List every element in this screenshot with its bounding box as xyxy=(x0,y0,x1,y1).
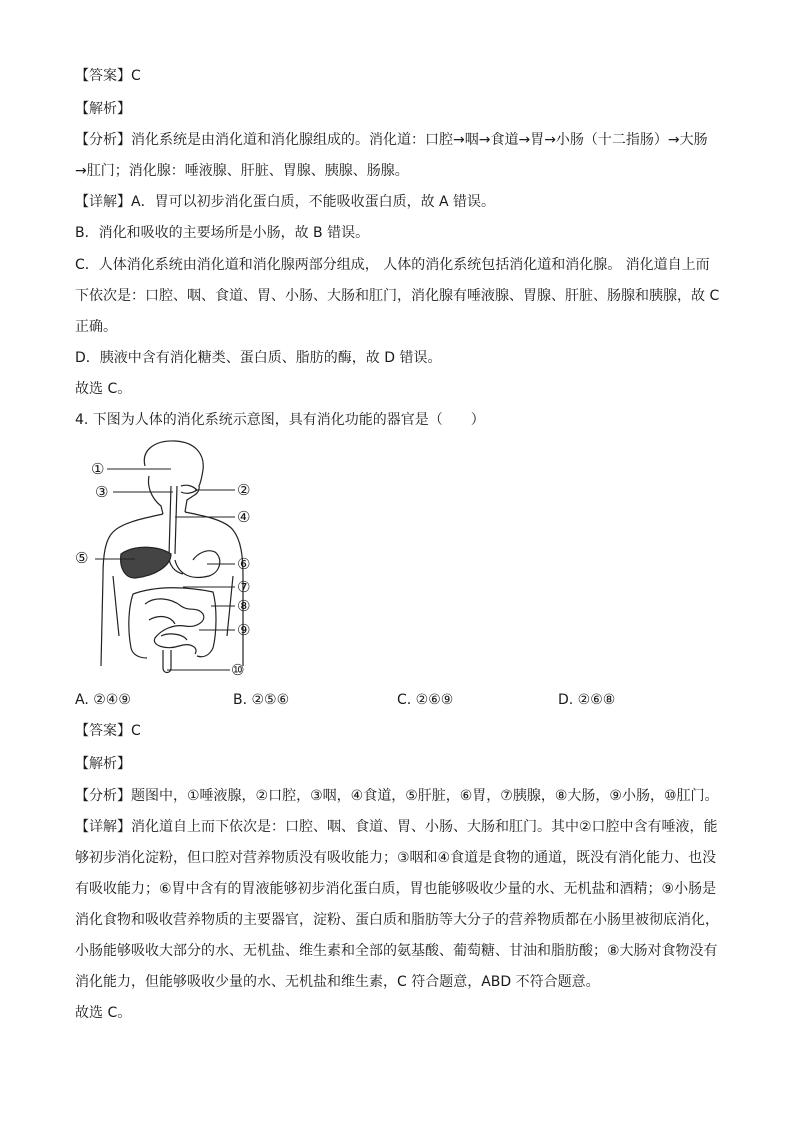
diagram-label-10: ⑩ xyxy=(231,661,245,679)
answer-line-2: 【答案】C xyxy=(75,723,141,739)
small-intestine xyxy=(145,599,204,654)
diagram-label-4: ④ xyxy=(237,508,251,526)
detail-c-2: 下依次是：口腔、咽、食道、胃、小肠、大肠和肛门，消化腺有唾液腺、胃腺、肝脏、肠腺和胰腺，故 C xyxy=(75,288,720,304)
detail2-4: 消化食物和吸收营养物质的主要器官，淀粉、蛋白质和脂肪等大分子的营养物质都在小肠里被彻底消化， xyxy=(75,912,719,928)
detail-b: B．消化和吸收的主要场所是小肠，故 B 错误。 xyxy=(75,225,370,241)
option-c[interactable]: C. ②⑥⑨ xyxy=(397,692,454,708)
diagram-label-2: ② xyxy=(237,481,251,499)
detail2-2: 够初步消化淀粉，但口腔对营养物质没有吸收能力；③咽和④食道是食物的通道，既没有消化能力、也没 xyxy=(75,850,717,866)
digestive-system-diagram xyxy=(75,436,275,681)
mouth-shape xyxy=(181,485,197,493)
rectum xyxy=(163,650,171,673)
diagram-label-5: ⑤ xyxy=(75,549,89,567)
body-left-outline xyxy=(101,514,163,666)
diagram-label-1: ① xyxy=(91,460,105,478)
detail-c-3: 正确。 xyxy=(75,319,117,335)
detail-c-1: C．人体消化系统由消化道和消化腺两部分组成， 人体的消化系统包括消化道和消化腺。 消化道自上而 xyxy=(75,257,710,273)
analysis-text-1: 【分析】消化系统是由消化道和消化腺组成的。消化道：口腔→咽→食道→胃→小肠（十二指肠）→大肠 xyxy=(75,132,708,148)
detail2-6: 消化能力，但能够吸收少量的水、无机盐和维生素，C 符合题意，ABD 不符合题意。 xyxy=(75,974,600,990)
diagram-label-7: ⑦ xyxy=(237,578,251,596)
detail2-5: 小肠能够吸收大部分的水、无机盐、维生素和全部的氨基酸、葡萄糖、甘油和脂肪酸；⑧大肠对食物没有 xyxy=(75,943,718,959)
detail2-3: 有吸收能力；⑥胃中含有的胃液能够初步消化蛋白质，胃也能够吸收少量的水、无机盐和酒精；⑨小肠是 xyxy=(75,881,717,897)
option-b[interactable]: B. ②⑤⑥ xyxy=(233,692,290,708)
diagram-label-9: ⑨ xyxy=(237,621,251,639)
diagram-label-8: ⑧ xyxy=(237,597,251,615)
head-outline xyxy=(144,441,203,512)
analysis-heading-2: 【解析】 xyxy=(75,756,131,772)
analysis-heading-1: 【解析】 xyxy=(75,101,131,117)
answer-line-1: 【答案】C xyxy=(75,68,141,84)
arm-left-inner xyxy=(113,576,119,636)
detail-d: D．胰液中含有消化糖类、蛋白质、脂肪的酶，故 D 错误。 xyxy=(75,350,442,366)
conclusion-1: 故选 C。 xyxy=(75,381,132,397)
conclusion-2: 故选 C。 xyxy=(75,1005,132,1021)
analysis-text-3: 【分析】题图中，①唾液腺，②口腔，③咽，④食道，⑤肝脏，⑥胃，⑦胰腺，⑧大肠，⑨小肠，⑩肛门。 xyxy=(75,788,719,804)
neck-left xyxy=(149,476,164,514)
liver xyxy=(121,547,171,578)
esophagus-inner xyxy=(175,486,177,554)
option-d[interactable]: D. ②⑥⑧ xyxy=(558,692,616,708)
analysis-text-2: →肛门；消化腺：唾液腺、肝脏、胃腺、胰腺、肠腺。 xyxy=(75,163,409,179)
detail2-1: 【详解】消化道自上而下依次是：口腔、咽、食道、胃、小肠、大肠和肛门。其中②口腔中含有唾液，能 xyxy=(75,819,718,835)
option-a[interactable]: A. ②④⑨ xyxy=(75,692,131,708)
question-4: 4. 下图为人体的消化系统示意图，具有消化功能的器官是（ ） xyxy=(75,412,485,428)
diagram-label-6: ⑥ xyxy=(237,555,251,573)
detail-a: 【详解】A．胃可以初步消化蛋白质，不能吸收蛋白质，故 A 错误。 xyxy=(75,194,496,210)
diagram-label-3: ③ xyxy=(95,483,109,501)
